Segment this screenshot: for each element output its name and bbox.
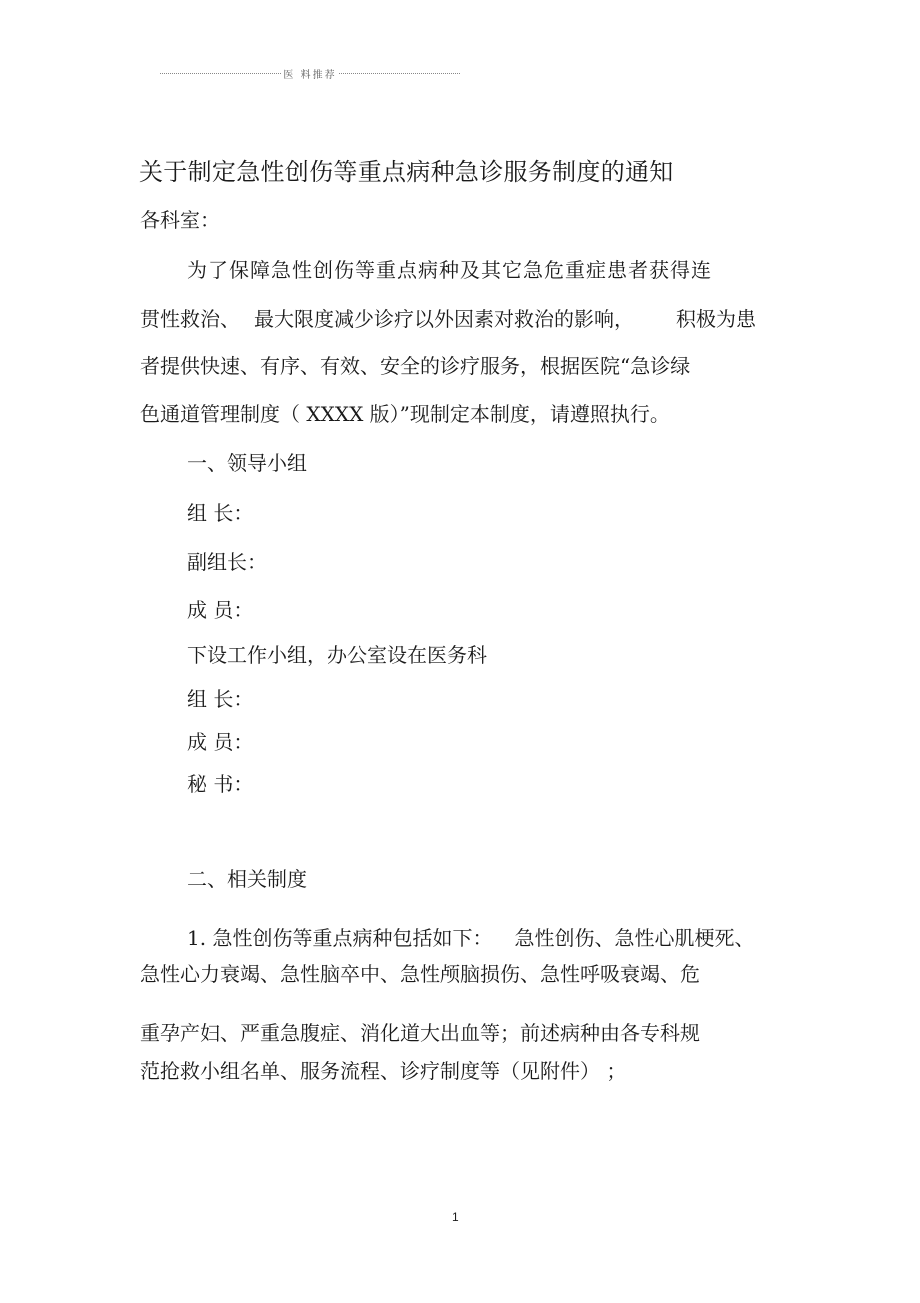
deputy-leader-field: 副组长： [187,550,267,574]
intro-line-1: 为了保障急性创伤等重点病种及其它急危重症患者获得连 [187,258,712,282]
item-1-lead: 1. 急性创伤等重点病种包括如下： [187,926,493,950]
intro-line-2-part-3: 积极为患 [676,307,756,331]
intro-line-2 [140,307,756,331]
item-1-line-2: 急性心力衰竭、急性脑卒中、急性颅脑损伤、急性呼吸衰竭、危 [140,962,700,986]
page-number: 1 [452,1210,459,1224]
leader-field: 组 长： [187,501,254,525]
item-1-line-4: 范抢救小组名单、服务流程、诊疗制度等（见附件） ； [140,1059,627,1083]
item-1-line-1 [187,926,754,950]
page-header [160,67,460,79]
document-title: 关于制定急性创伤等重点病种急诊服务制度的通知 [139,158,674,186]
item-1-list-start: 急性创伤、急性心肌梗死、 [514,926,755,950]
header-dotted-rule-left [160,73,281,74]
section-2-heading: 二、相关制度 [187,867,307,891]
header-dotted-rule-right [339,73,460,74]
section-1-heading: 一、领导小组 [187,451,307,475]
intro-line-2-part-2: 最大限度减少诊疗以外因素对救治的影响， [254,307,634,331]
intro-line-2-part-1: 贯性救治、 [140,307,240,331]
item-1-line-3: 重孕产妇、严重急腹症、消化道大出血等；前述病种由各专科规 [140,1021,700,1045]
secretary-field: 秘 书： [187,772,254,796]
salutation: 各科室： [140,208,220,232]
intro-line-4: 色通道管理制度（ XXXX 版）”现制定本制度，请遵照执行。 [140,402,670,426]
sub-leader-field: 组 长： [187,687,254,711]
sub-members-field: 成 员： [187,730,254,754]
members-field: 成 员： [187,598,254,622]
sub-group-note: 下设工作小组，办公室设在医务科 [187,643,487,667]
header-text: 医 料推荐 [283,69,337,81]
intro-line-3: 者提供快速、有序、有效、安全的诊疗服务，根据医院“急诊绿 [140,354,691,378]
